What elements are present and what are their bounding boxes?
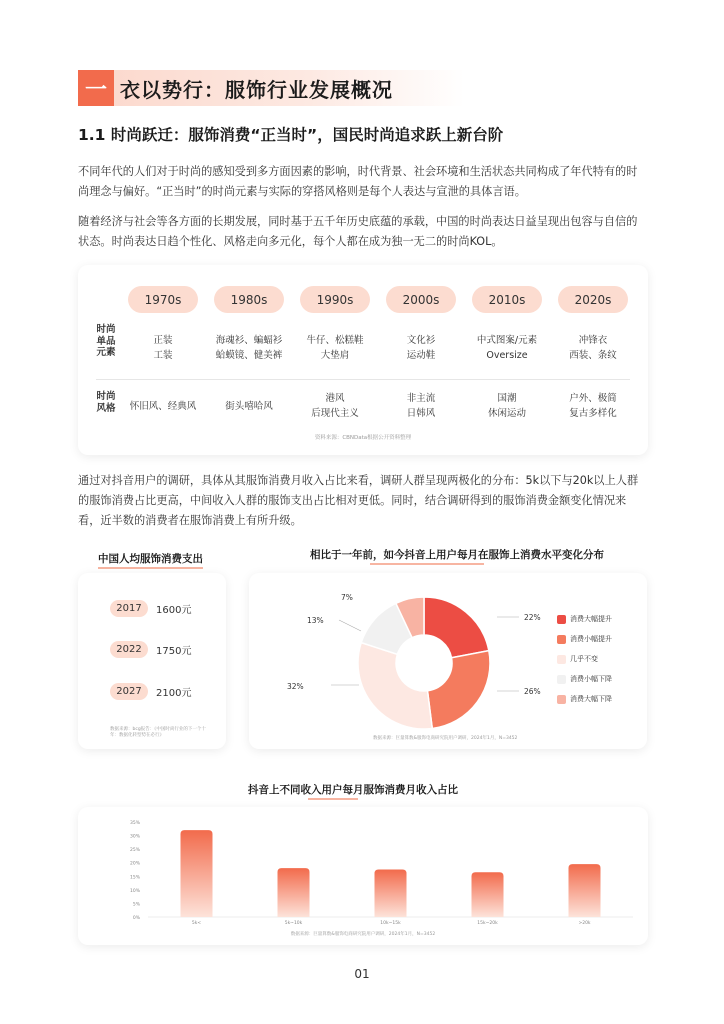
styles-1990s: 港风 后现代主义 (311, 393, 359, 419)
spend-year: 2027 (110, 683, 148, 700)
bar-chart (78, 807, 648, 945)
donut-label-decrease-small: 13% (307, 616, 324, 625)
legend-item: 消费大幅提升 (557, 609, 612, 629)
donut-leader-line (339, 620, 361, 631)
spend-year: 2017 (110, 600, 148, 617)
items-1990s: 牛仔、松糕鞋 大垫肩 (306, 335, 364, 361)
bar-chart-card (78, 807, 648, 945)
spend-card-title: 中国人均服饰消费支出 (98, 551, 203, 566)
x-tick-label: 10k~15k (380, 921, 401, 926)
donut-label-decrease-big: 7% (341, 593, 353, 602)
year-pill-2010s: 2010s (472, 286, 542, 313)
y-tick-label: 5% (132, 902, 140, 908)
timeline-divider (96, 379, 630, 380)
donut-legend (557, 609, 612, 709)
chapter-header (78, 70, 393, 106)
timeline-source: 资料来源：CBNData根据公开资料整理 (314, 435, 412, 441)
items-2000s: 文化衫 运动鞋 (406, 335, 436, 361)
y-tick-label: 0% (132, 916, 140, 921)
year-pill-1990s: 1990s (300, 286, 370, 313)
y-tick-label: 10% (129, 888, 140, 894)
section-title: 1.1 时尚跃迁：服饰消费“正当时”，国民时尚追求跃上新台阶 (78, 126, 504, 144)
spend-row (110, 641, 191, 658)
donut-source: 数据来源：巨量算数&服饰电商研究院用户调研，2024年1月，N=3452 (373, 736, 518, 741)
styles-1970s: 怀旧风、经典风 (129, 401, 197, 412)
donut-label-unchanged: 32% (287, 682, 304, 691)
title-underline (98, 567, 203, 569)
spend-value: 1750元 (156, 646, 192, 657)
spend-year: 2022 (110, 641, 148, 658)
styles-2020s: 户外、极简 复古多样化 (569, 393, 617, 419)
spend-row (110, 683, 191, 700)
title-underline (308, 798, 358, 800)
legend-swatch (557, 655, 566, 664)
legend-item: 消费小幅下降 (557, 669, 612, 689)
y-tick-label: 15% (129, 875, 140, 881)
spend-row (110, 600, 191, 617)
x-tick-label: >20k (578, 921, 591, 926)
legend-swatch (557, 675, 566, 684)
y-tick-label: 30% (129, 834, 140, 840)
x-tick-label: 15k~20k (477, 921, 498, 926)
title-underline (370, 563, 484, 565)
items-2010s: 中式图案/元素 Oversize (476, 335, 538, 361)
row-label-styles: 时尚风格 (96, 391, 116, 414)
y-tick-label: 35% (129, 821, 140, 826)
year-pill-1970s: 1970s (128, 286, 198, 313)
styles-1980s: 街头嘻哈风 (225, 401, 273, 412)
x-tick-label: 5k< (191, 921, 202, 926)
items-1970s: 正装 工装 (153, 335, 173, 361)
year-pill-2020s: 2020s (558, 286, 628, 313)
donut-label-increase-small: 26% (524, 687, 541, 696)
legend-item: 消费小幅提升 (557, 629, 612, 649)
styles-2010s: 国潮 休闲运动 (487, 393, 526, 419)
donut-chart-card (249, 573, 647, 749)
chapter-number: 一 (78, 70, 114, 106)
bar-chart-source: 数据来源：巨量算数&服饰电商研究院用户调研，2024年1月，N=3452 (290, 932, 436, 937)
donut-slice-unchanged (358, 643, 432, 729)
donut-slice-increase-big (424, 597, 489, 658)
donut-slice-increase-small (428, 651, 490, 729)
styles-2000s: 非主流 日韩风 (406, 393, 436, 419)
x-tick-label: 5k~10k (284, 921, 303, 926)
page-number: 01 (354, 967, 370, 981)
spend-value: 1600元 (156, 605, 192, 616)
legend-swatch (557, 615, 566, 624)
items-1980s: 海魂衫、蝙蝠衫 蛤蟆镜、健美裤 (215, 335, 283, 361)
row-label-items: 时尚单品元素 (96, 324, 116, 358)
donut-label-increase-big: 22% (524, 613, 541, 622)
chapter-title: 衣以势行：服饰行业发展概况 (120, 77, 393, 102)
items-2020s: 冲锋衣 西装、条纹 (569, 335, 617, 361)
y-tick-label: 20% (129, 861, 140, 867)
paragraph-intro: 不同年代的人们对于时尚的感知受到多方面因素的影响，时代背景、社会环境和生活状态共同构成了年代特有的时尚理念与偏好。“正当时”的时尚元素与实际的穿搭风格则是每个人表达与宣泄的具体言语。 (78, 165, 638, 198)
fashion-timeline-card (78, 265, 648, 455)
paragraph-development: 随着经济与社会等各方面的长期发展，同时基于五千年历史底蕴的承载，中国的时尚表达日益呈现出包容与自信的状态。时尚表达日趋个性化、风格走向多元化，每个人都在成为独一无二的时尚KOL。 (78, 215, 638, 248)
legend-item: 几乎不变 (557, 649, 612, 669)
bar (569, 864, 601, 917)
y-tick-label: 25% (129, 848, 140, 854)
bar (181, 830, 213, 917)
year-pill-2000s: 2000s (386, 286, 456, 313)
legend-item: 消费大幅下降 (557, 689, 612, 709)
bar (278, 868, 310, 917)
spend-card (78, 573, 226, 749)
spend-source: 数据来源：bcg报告：《中国时尚行业的下一个十年：数据化转型势在必行》 (110, 727, 206, 738)
bar-chart-title: 抖音上不同收入用户每月服饰消费月收入占比 (248, 782, 458, 797)
legend-swatch (557, 635, 566, 644)
donut-chart-title: 相比于一年前，如今抖音上用户每月在服饰上消费水平变化分布 (310, 547, 604, 562)
paragraph-survey: 通过对抖音用户的调研，具体从其服饰消费月收入占比来看，调研人群呈现两极化的分布：5k以下与20k以上人群的服饰消费占比更高，中间收入人群的服饰支出占比相对更低。同时，结合调研得到的服饰消费金额变化情况来看，近半数的消费者在服饰消费上有所升级。 (78, 474, 639, 527)
bar (375, 870, 407, 918)
bar (472, 872, 504, 917)
spend-value: 2100元 (156, 688, 192, 699)
legend-swatch (557, 695, 566, 704)
year-pill-1980s: 1980s (214, 286, 284, 313)
